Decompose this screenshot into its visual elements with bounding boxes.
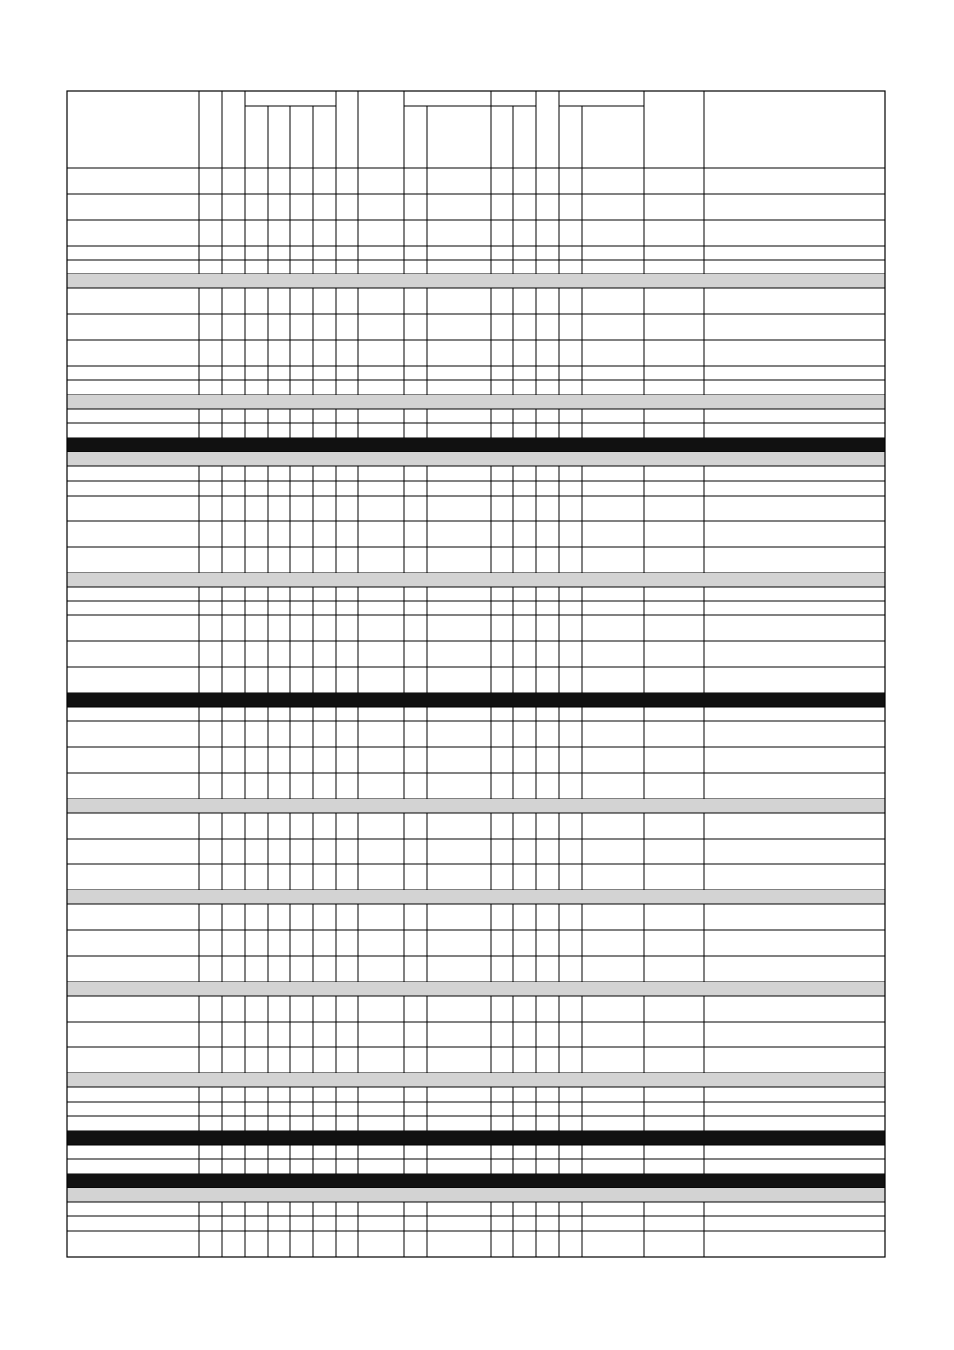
- section-band-black: [67, 693, 885, 707]
- section-band-gray: [67, 1073, 885, 1087]
- section-band-black: [67, 1131, 885, 1145]
- section-band-gray: [67, 395, 885, 409]
- section-band-gray: [67, 799, 885, 813]
- section-band-gray: [67, 982, 885, 996]
- section-band-gray: [67, 890, 885, 904]
- section-band-gray: [67, 274, 885, 288]
- section-band-gray: [67, 573, 885, 587]
- section-band-black: [67, 1174, 885, 1188]
- section-band-black: [67, 438, 885, 452]
- section-band-gray: [67, 1188, 885, 1202]
- section-band-gray: [67, 452, 885, 466]
